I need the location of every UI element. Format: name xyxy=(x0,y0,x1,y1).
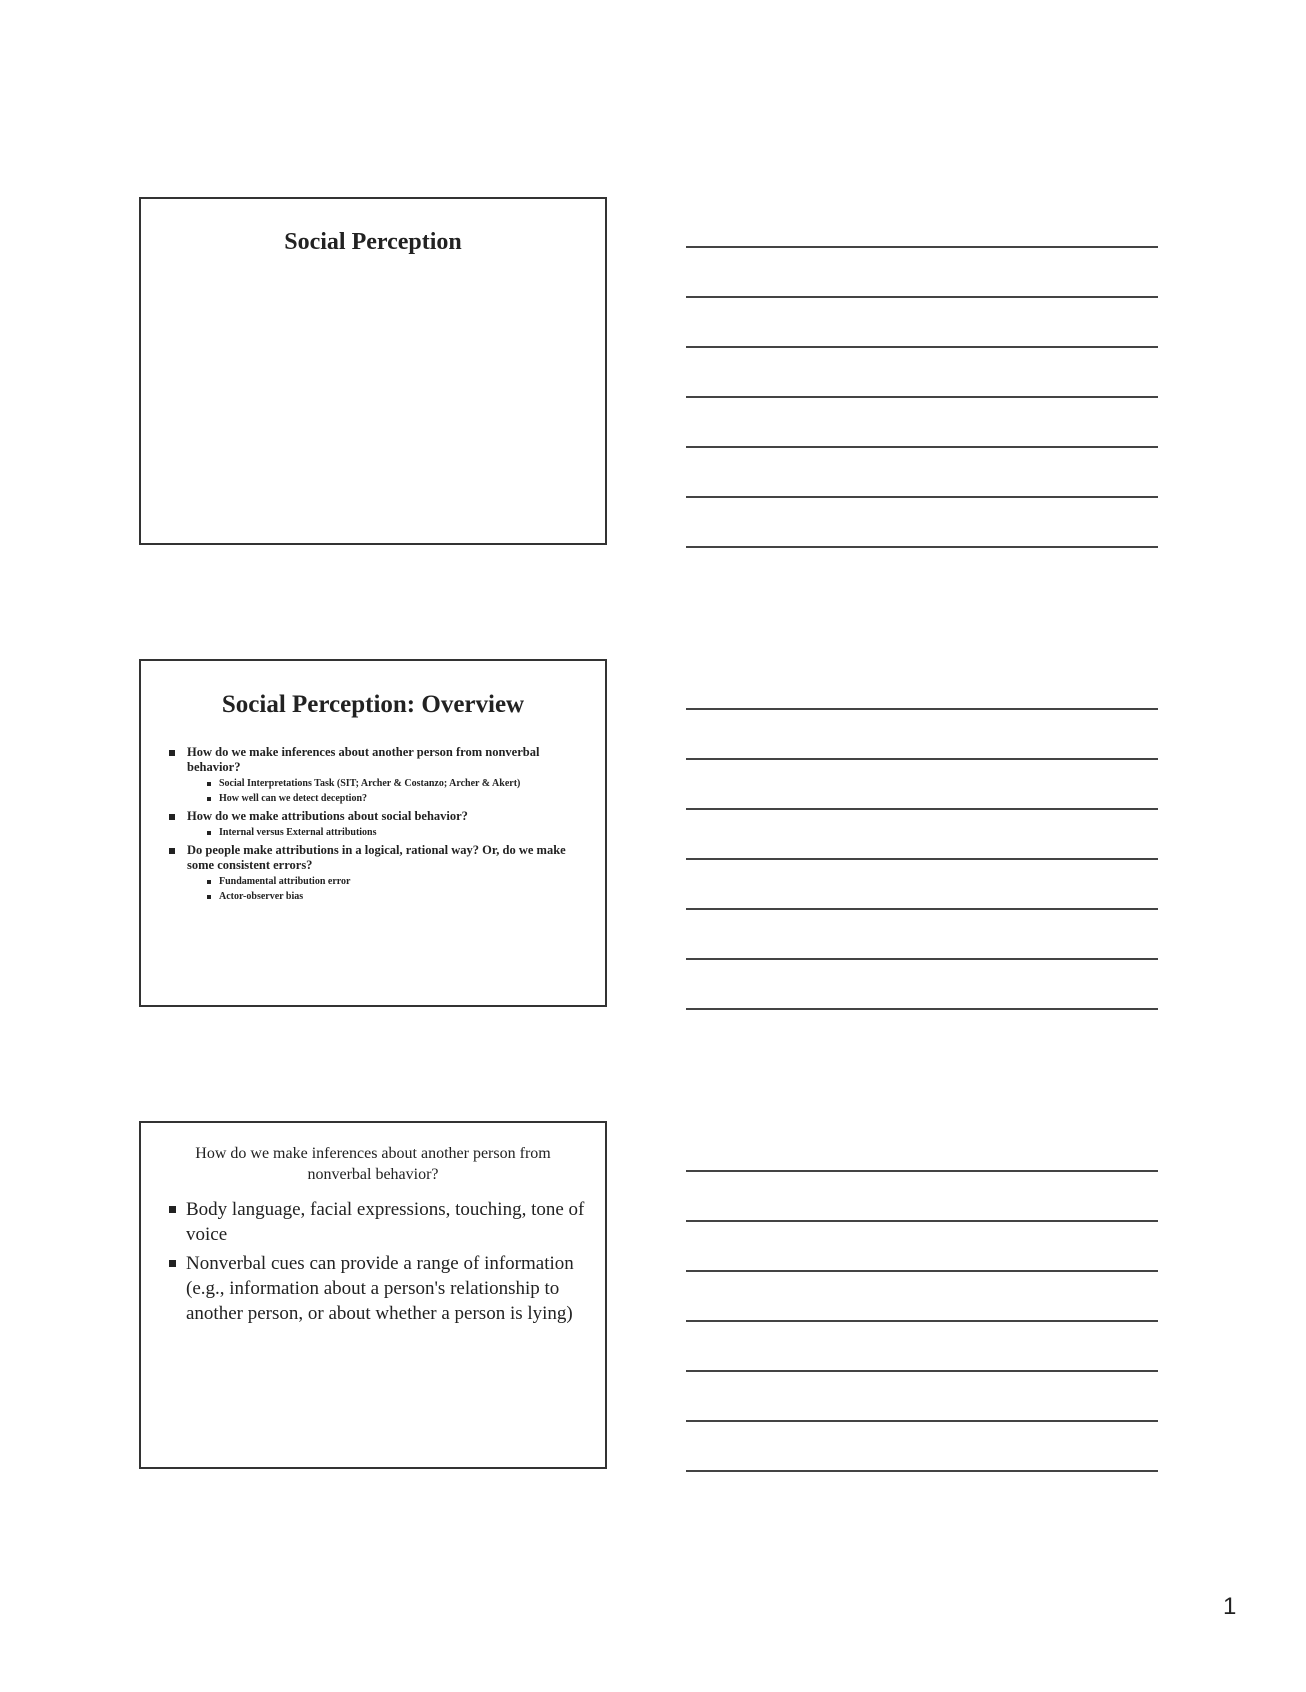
slide-2-sub-bullet: Internal versus External attributions xyxy=(207,827,587,839)
slide-3-bullet: Nonverbal cues can provide a range of information (e.g., information about a person's relationship to another person, or about whether a person is lying) xyxy=(169,1251,585,1326)
note-line xyxy=(686,758,1158,760)
slide-2-title: Social Perception: Overview xyxy=(221,691,525,718)
slide-3-bullet-list xyxy=(169,1197,585,1326)
note-line xyxy=(686,958,1158,960)
note-line xyxy=(686,1370,1158,1372)
slide-3-heading: How do we make inferences about another person from nonverbal behavior? xyxy=(195,1145,551,1183)
slide-2-bullet-text: Do people make attributions in a logical, rational way? Or, do we make some consistent errors? xyxy=(187,843,566,872)
note-line xyxy=(686,808,1158,810)
note-line xyxy=(686,396,1158,398)
slide-2-bullet xyxy=(169,809,587,839)
slide-3-bullet: Body language, facial expressions, touching, tone of voice xyxy=(169,1197,585,1247)
slide-2-bullet-text: How do we make attributions about social behavior? xyxy=(187,809,468,823)
note-line xyxy=(686,1470,1158,1472)
note-line xyxy=(686,246,1158,248)
slide-2-sub-bullet: Actor-observer bias xyxy=(207,891,587,903)
note-line xyxy=(686,296,1158,298)
note-line xyxy=(686,1270,1158,1272)
note-line xyxy=(686,1170,1158,1172)
note-line xyxy=(686,708,1158,710)
slide-2-sub-bullet: Social Interpretations Task (SIT; Archer & Costanzo; Archer & Akert) xyxy=(207,778,587,790)
note-line xyxy=(686,1008,1158,1010)
slide-2-sub-bullet: How well can we detect deception? xyxy=(207,793,587,805)
slide-2-sub-list xyxy=(207,827,587,839)
slide-2-sub-list xyxy=(207,876,587,903)
note-line xyxy=(686,546,1158,548)
note-line xyxy=(686,858,1158,860)
slide-1-title: Social Perception xyxy=(284,229,462,255)
slide-2-bullet-list xyxy=(169,745,587,903)
slide-2-bullet xyxy=(169,745,587,805)
note-line xyxy=(686,1320,1158,1322)
slide-2-bullet-text: How do we make inferences about another person from nonverbal behavior? xyxy=(187,745,540,774)
note-line xyxy=(686,346,1158,348)
note-line xyxy=(686,446,1158,448)
slide-2 xyxy=(139,659,607,1007)
note-line xyxy=(686,1220,1158,1222)
note-line xyxy=(686,496,1158,498)
page-number: 1 xyxy=(1223,1593,1237,1620)
slide-2-sub-bullet: Fundamental attribution error xyxy=(207,876,587,888)
note-line xyxy=(686,1420,1158,1422)
slide-2-bullet xyxy=(169,843,587,903)
slide-3 xyxy=(139,1121,607,1469)
slide-1 xyxy=(139,197,607,545)
slide-2-sub-list xyxy=(207,778,587,805)
note-line xyxy=(686,908,1158,910)
